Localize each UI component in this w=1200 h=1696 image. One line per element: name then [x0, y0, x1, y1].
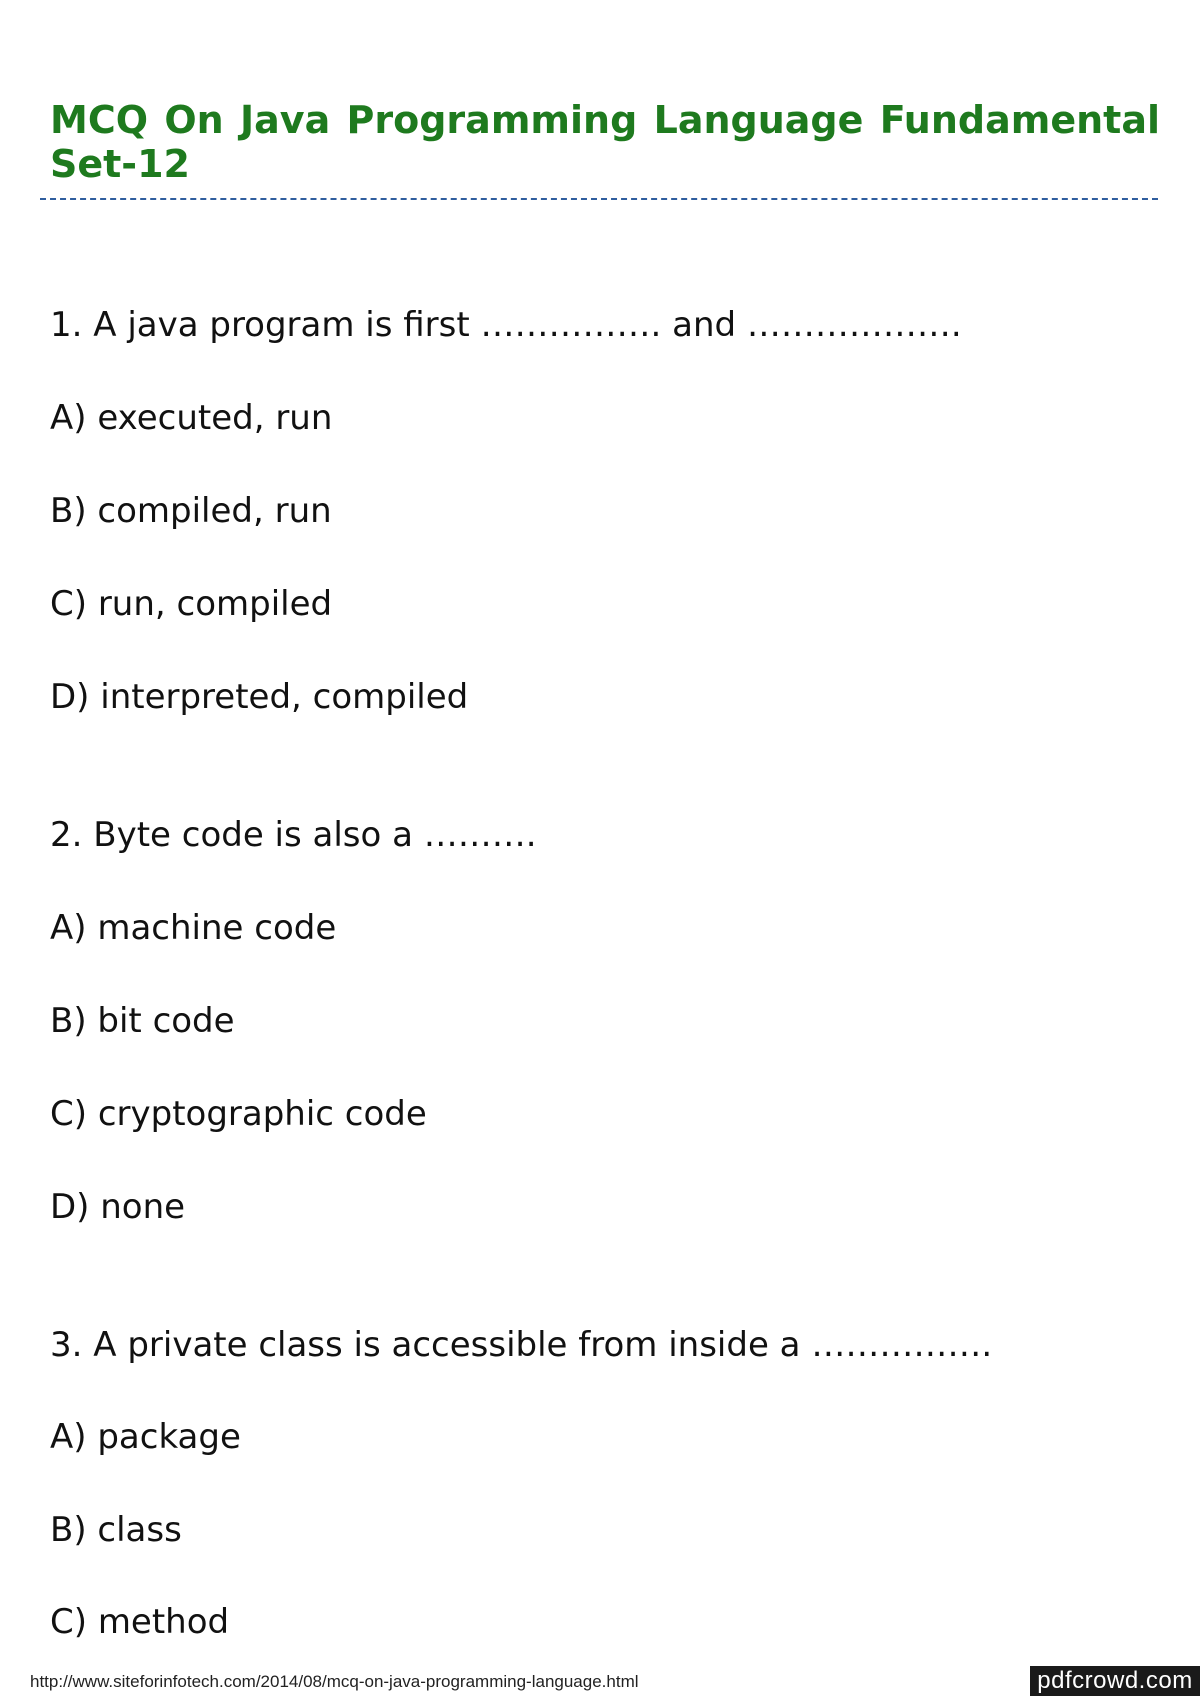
option-c: C) method: [50, 1602, 230, 1642]
question-text: 2. Byte code is also a ……….: [50, 815, 537, 855]
question-text: 3. A private class is accessible from inside a …………….: [50, 1325, 993, 1365]
question-text: 1. A java program is first ……………. and ……………….: [50, 305, 962, 345]
option-a: A) machine code: [50, 908, 337, 948]
pdfcrowd-badge[interactable]: pdfcrowd.com: [1030, 1666, 1200, 1696]
option-b: B) compiled, run: [50, 491, 332, 531]
footer-source-url[interactable]: http://www.siteforinfotech.com/2014/08/mcq-on-java-programming-language.html: [30, 1672, 639, 1691]
option-a: A) package: [50, 1417, 241, 1457]
option-c: C) run, compiled: [50, 584, 333, 624]
option-d: D) none: [50, 1187, 186, 1227]
option-a: A) executed, run: [50, 398, 333, 438]
page-title: MCQ On Java Programming Language Fundamental Set-12: [50, 98, 1160, 186]
option-d: D) interpreted, compiled: [50, 677, 469, 717]
title-divider: [40, 198, 1158, 200]
option-b: B) bit code: [50, 1001, 235, 1041]
option-b: B) class: [50, 1510, 182, 1550]
option-c: C) cryptographic code: [50, 1094, 427, 1134]
